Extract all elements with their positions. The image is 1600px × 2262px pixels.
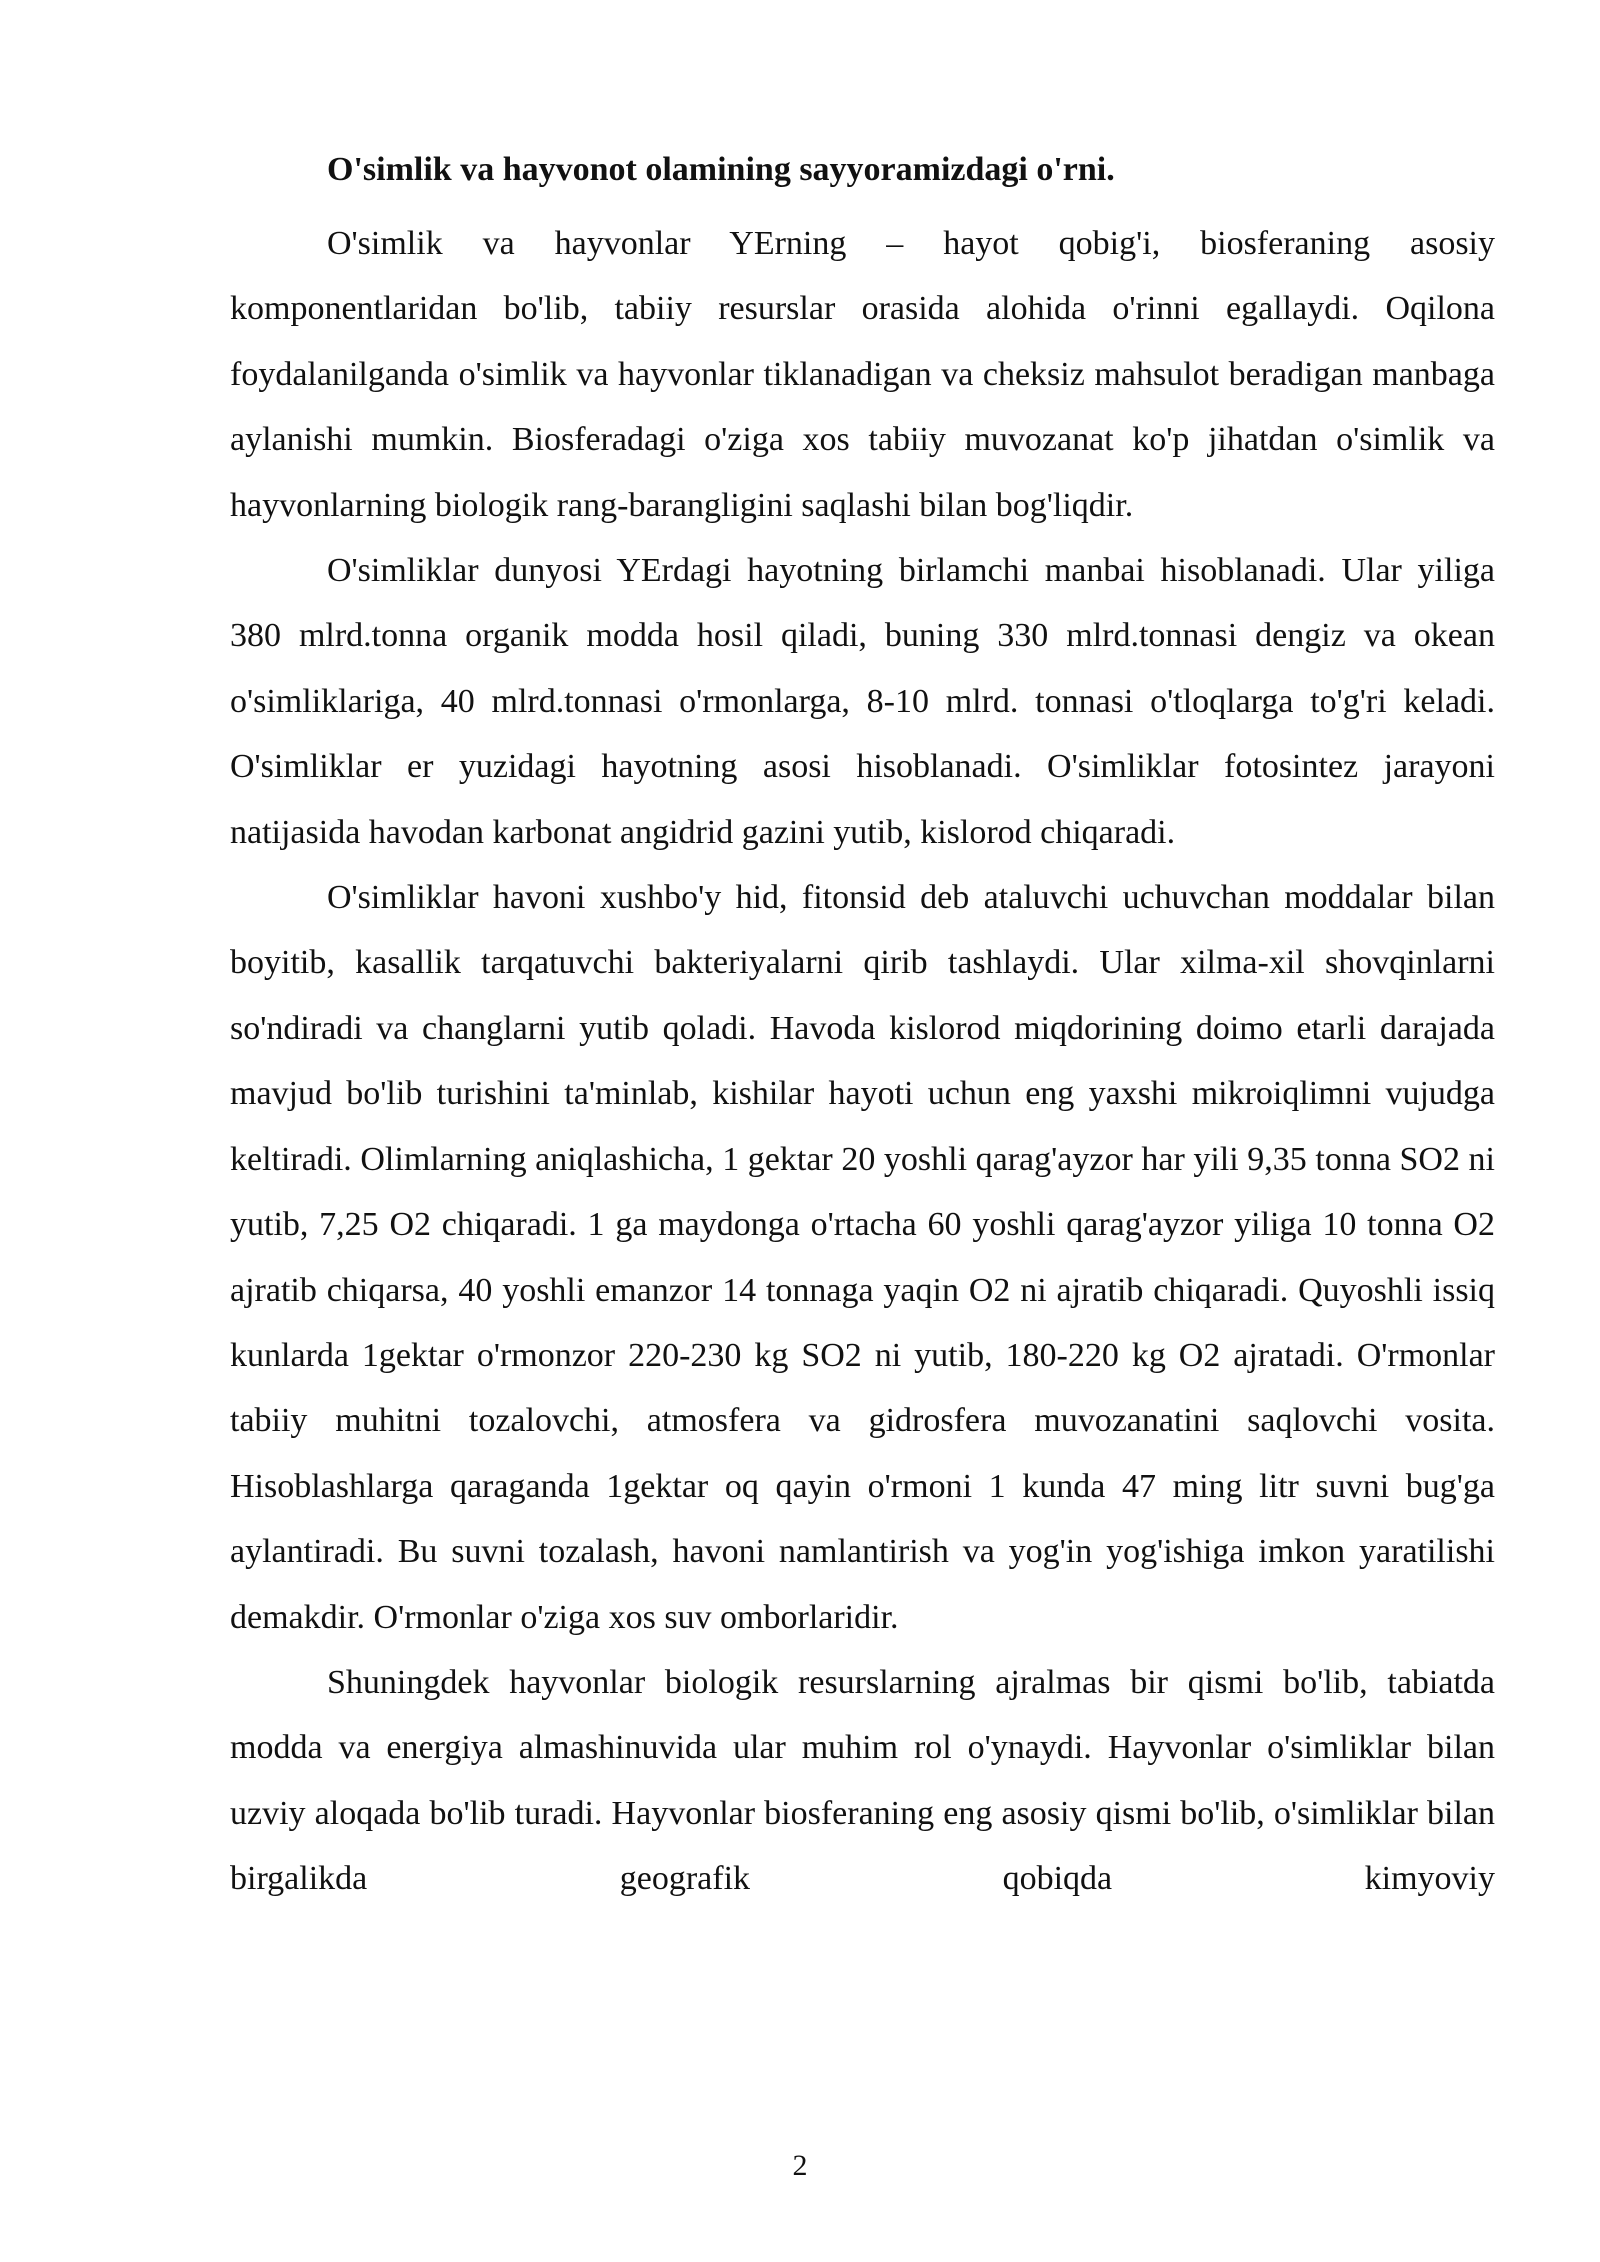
document-page bbox=[230, 146, 1495, 1912]
paragraph-4: Shuningdek hayvonlar biologik resurslarning ajralmas bir qismi bo'lib, tabiatda modda va energiya almashinuvida ular muhim rol o'ynaydi. Hayvonlar o'simliklar bilan uzviy aloqada bo'lib turadi. Hayvonlar biosferaning eng asosiy qismi bo'lib, o'simliklar bilan birgalikda geografik qobiqda kimyoviy bbox=[230, 1663, 1495, 1898]
paragraph-1: O'simlik va hayvonlar YErning – hayot qobig'i, biosferaning asosiy komponentlaridan bo'lib, tabiiy resurslar orasida alohida o'rinni egallaydi. Oqilona foydalanilganda o'simlik va hayvonlar tiklanadigan va cheksiz mahsulot beradigan manbaga aylanishi mumkin. Biosferadagi o'ziga xos tabiiy muvozanat ko'p jihatdan o'simlik va hayvonlarning biologik rang-barangligini saqlashi bilan bog'liqdir. bbox=[230, 225, 1495, 524]
paragraph-2: O'simliklar dunyosi YErdagi hayotning birlamchi manbai hisoblanadi. Ular yiliga 380 mlrd.tonna organik modda hosil qiladi, buning 330 mlrd.tonnasi dengiz va okean o'simliklariga, 40 mlrd.tonnasi o'rmonlarga, 8-10 mlrd. tonnasi o'tloqlarga to'g'ri keladi. O'simliklar er yuzidagi hayotning asosi hisoblanadi. O'simliklar fotosintez jarayoni natijasida havodan karbonat angidrid gazini yutib, kislorod chiqaradi. bbox=[230, 552, 1495, 851]
section-heading: O'simlik va hayvonot olamining sayyoramizdagi o'rni. bbox=[327, 151, 1115, 188]
page-number: 2 bbox=[792, 2149, 808, 2182]
paragraph-3: O'simliklar havoni xushbo'y hid, fitonsid deb ataluvchi uchuvchan moddalar bilan boyitib, kasallik tarqatuvchi bakteriyalarni qirib tashlaydi. Ular xilma-xil shovqinlarni so'ndiradi va changlarni yutib qoladi. Havoda kislorod miqdorining doimo etarli darajada mavjud bo'lib turishini ta'minlab, kishilar hayoti uchun eng yaxshi mikroiqlimni vujudga keltiradi. Olimlarning aniqlashicha, 1 gektar 20 yoshli qarag'ayzor har yili 9,35 tonna SO2 ni yutib, 7,25 O2 chiqaradi. 1 ga maydonga o'rtacha 60 yoshli qarag'ayzor yiliga 10 tonna O2 ajratib chiqarsa, 40 yoshli emanzor 14 tonnaga yaqin O2 ni ajratib chiqaradi. Quyoshli issiq kunlarda 1gektar o'rmonzor 220-230 kg SO2 ni yutib, 180-220 kg O2 ajratadi. O'rmonlar tabiiy muhitni tozalovchi, atmosfera va gidrosfera muvozanatini saqlovchi vosita. Hisoblashlarga qaraganda 1gektar oq qayin o'rmoni 1 kunda 47 ming litr suvni bug'ga aylantiradi. Bu suvni tozalash, havoni namlantirish va yog'in yog'ishiga imkon yaratilishi demakdir. O'rmonlar o'ziga xos suv omborlaridir. bbox=[230, 879, 1495, 1636]
